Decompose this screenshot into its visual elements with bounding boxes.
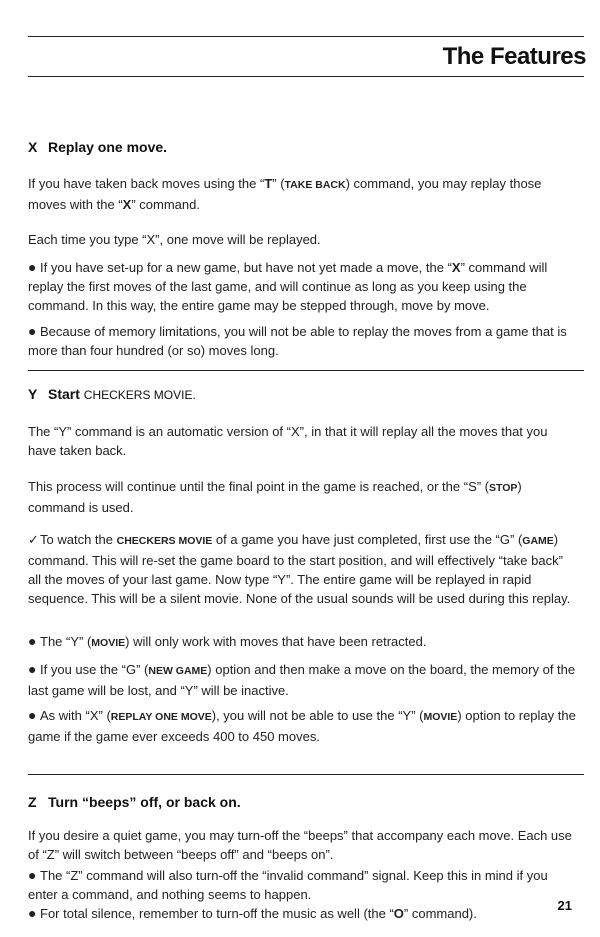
bullet-icon: ● [28,323,37,339]
section-y-title-sub: CHECKERS MOVIE. [83,388,196,402]
checkmark-icon: ✓ [28,532,39,547]
section-x-bullet-2: ● Because of memory limitations, you will not be able to replay the moves from a game that is more than four hundred (or so) moves long. [28,323,567,358]
section-x-paragraph-1: If you have taken back moves using the “T” (TAKE BACK) command, you may replay those moves with the “X” command. [28,176,542,212]
section-y-paragraph-1: The “Y” command is an automatic version of “X”, in that it will replay all the moves that you have taken back. [28,424,548,458]
section-y-bullet-3: ● As with “X” (REPLAY ONE MOVE), you will not be able to use the “Y” (MOVIE) option to replay the game if the game ever exceeds 400 to 450 moves. [28,707,576,744]
section-divider-x-y [28,370,584,371]
section-z-paragraph-1: If you desire a quiet game, you may turn-off the “beeps” that accompany each move. Each use of “Z” will switch between “beeps off” and “beeps on”. [28,828,572,862]
section-x-letter: X [28,139,38,155]
bullet-icon: ● [28,661,37,677]
section-x-paragraph-2: Each time you type “X”, one move will be replayed. [28,232,321,247]
section-z-heading [28,794,241,810]
section-x-title: Replay one move. [48,139,168,155]
header-top-rule [28,36,584,37]
bullet-icon: ● [28,707,37,723]
header-bottom-rule [28,76,584,77]
section-y-heading [28,386,196,402]
page-number: 21 [557,898,572,913]
page-title: The Features [442,43,586,70]
bullet-icon: ● [28,867,37,883]
bullet-icon: ● [28,905,37,921]
section-divider-y-z [28,774,584,775]
bullet-icon: ● [28,633,37,649]
bullet-icon: ● [28,259,37,275]
section-z-bullet-1: ● The “Z” command will also turn-off the “invalid command” signal. Keep this in mind if you enter a command, and nothing seems to happen. [28,867,548,902]
section-y-tip: ✓To watch the CHECKERS MOVIE of a game you have just completed, first use the “G” (GAME) command. This will re-set the game board to the start position, and will effectively “take back” all the moves of your last game. Now type “Y”. The entire game will be replayed in rapid sequence. This will be a silent movie. None of the usual sounds will be used during this replay. [28,532,571,606]
section-y-bullet-2: ● If you use the “G” (NEW GAME) option and then make a move on the board, the memory of the last game will be lost, and “Y” will be inactive. [28,661,576,698]
section-z-bullet-2: ● For total silence, remember to turn-off the music as well (the “O” command). [28,905,477,921]
section-x-heading [28,139,167,155]
section-x-bullet-1: ● If you have set-up for a new game, but have not yet made a move, the “X” command will replay the first moves of the last game, and will continue as long as you keep using the command. In this way, the entire game may be stepped through, move by move. [28,259,548,313]
section-y-paragraph-2: This process will continue until the final point in the game is reached, or the “S” (STOP) command is used. [28,479,522,515]
section-y-bullet-1: ● The “Y” (MOVIE) will only work with moves that have been retracted. [28,633,427,649]
section-y-title: Start [48,386,80,402]
section-y-letter: Y [28,386,38,402]
section-z-letter: Z [28,794,37,810]
section-z-title: Turn “beeps” off, or back on. [48,794,241,810]
